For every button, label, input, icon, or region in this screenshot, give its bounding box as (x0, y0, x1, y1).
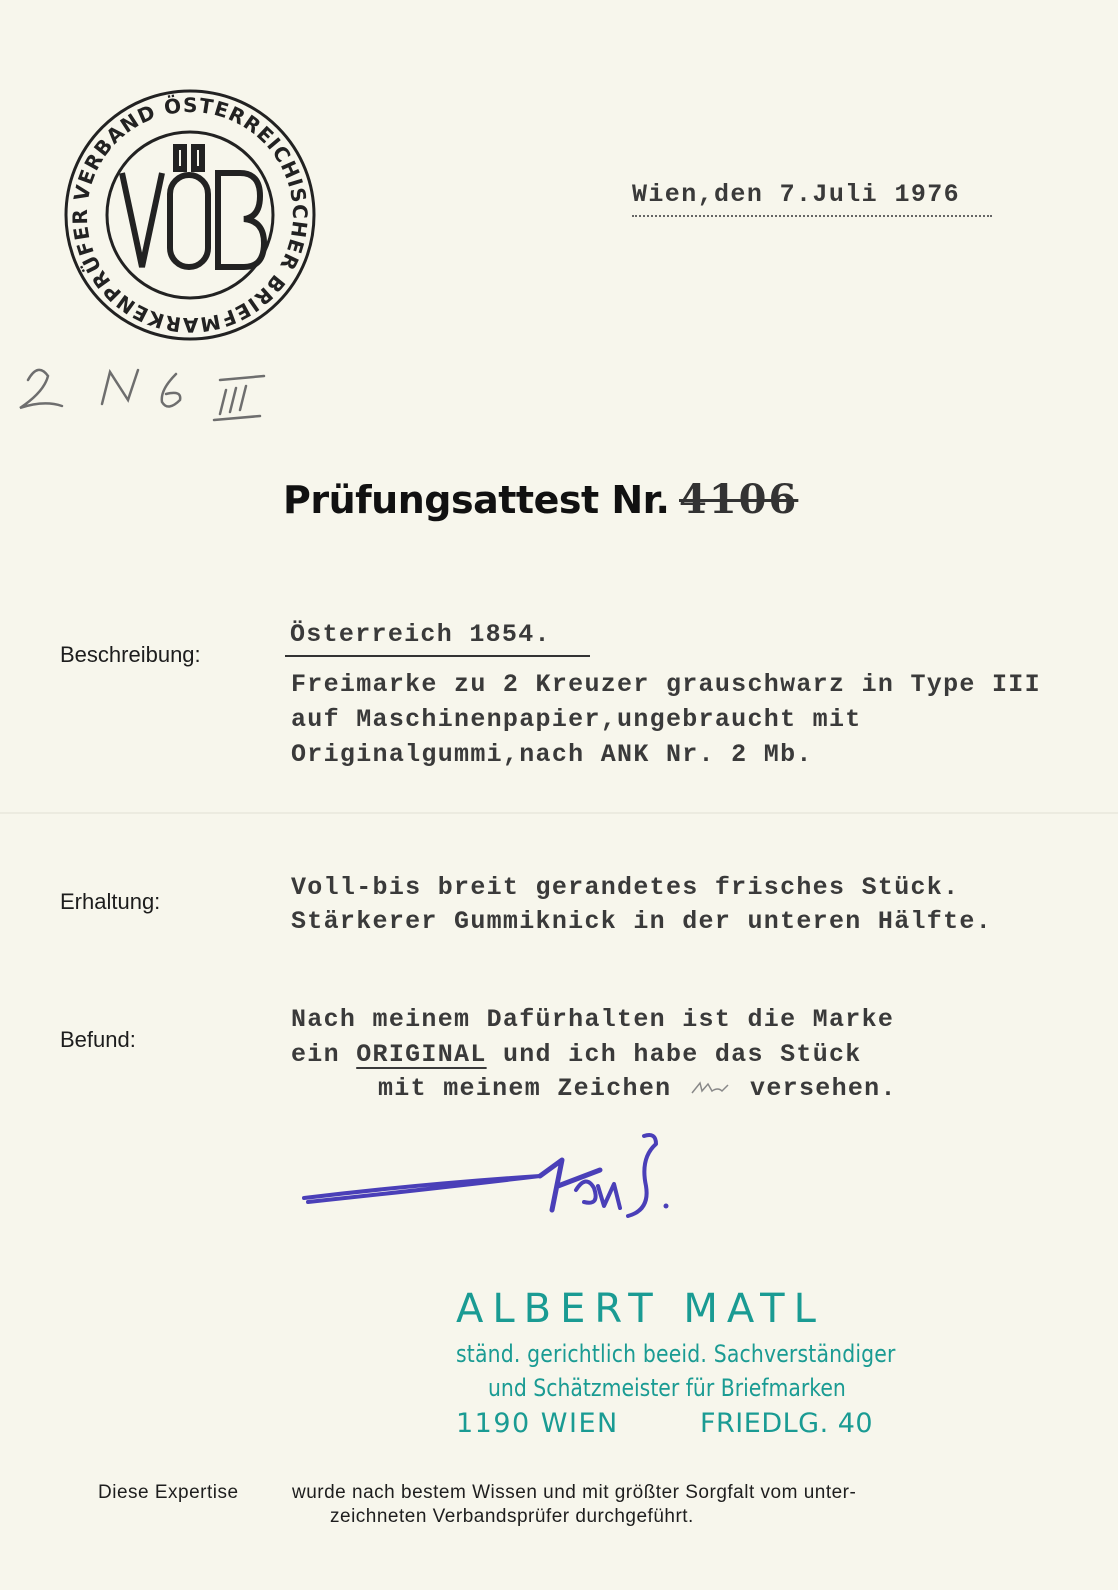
voeb-seal-logo (60, 85, 320, 345)
finding-line (291, 1040, 862, 1069)
finding-line-prefix: mit meinem Zeichen (378, 1074, 688, 1103)
examiner-signature (300, 1130, 690, 1230)
date-dotted-rule (632, 215, 992, 217)
footer-text: wurde nach bestem Wissen und mit größter Sorgfalt vom unter- (292, 1482, 857, 1503)
svg-text:VERBAND ÖSTERREICHISCHER BRIEF: VERBAND ÖSTERREICHISCHER BRIEFMARKENPRÜFER (67, 92, 313, 338)
certificate-number: 4106 (679, 476, 799, 523)
description-line: auf Maschinenpapier,ungebraucht mit (291, 705, 862, 734)
stamp-city: 1190 WIEN (456, 1408, 619, 1439)
condition-line: Stärkerer Gummiknick in der unteren Hälfte. (291, 907, 993, 936)
description-label: Beschreibung: (60, 642, 201, 667)
finding-line-suffix: und ich habe das Stück (486, 1040, 862, 1069)
page-title: Prüfungsattest Nr. (283, 478, 670, 522)
condition-label: Erhaltung: (60, 889, 161, 914)
original-verdict: ORIGINAL (356, 1040, 487, 1069)
finding-label: Befund: (60, 1027, 136, 1052)
stamp-street: FRIEDLG. 40 (700, 1408, 874, 1439)
description-heading: Österreich 1854. (290, 620, 551, 649)
stamp-name: ALBERT MATL (456, 1286, 825, 1332)
stamp-title-line: und Schätzmeister für Briefmarken (488, 1374, 846, 1402)
footer-text: Diese Expertise (98, 1482, 239, 1503)
description-heading-underline (285, 655, 590, 657)
description-line: Originalgummi,nach ANK Nr. 2 Mb. (291, 740, 813, 769)
examiner-mark-icon (688, 1079, 734, 1097)
stamp-title-line: ständ. gerichtlich beeid. Sachverständiger (456, 1340, 896, 1368)
handwritten-reference-note (14, 350, 284, 430)
finding-line-prefix: ein (291, 1040, 357, 1069)
finding-line (378, 1074, 897, 1103)
description-line: Freimarke zu 2 Kreuzer grauschwarz in Type III (291, 670, 1041, 699)
date-line: Wien,den 7.Juli 1976 (632, 180, 961, 209)
finding-line-suffix: versehen. (733, 1074, 897, 1103)
finding-line: Nach meinem Dafürhalten ist die Marke (291, 1005, 895, 1034)
paper-fold-line (0, 812, 1118, 814)
footer-text: zeichneten Verbandsprüfer durchgeführt. (330, 1506, 694, 1527)
condition-line: Voll-bis breit gerandetes frisches Stück. (291, 873, 960, 902)
